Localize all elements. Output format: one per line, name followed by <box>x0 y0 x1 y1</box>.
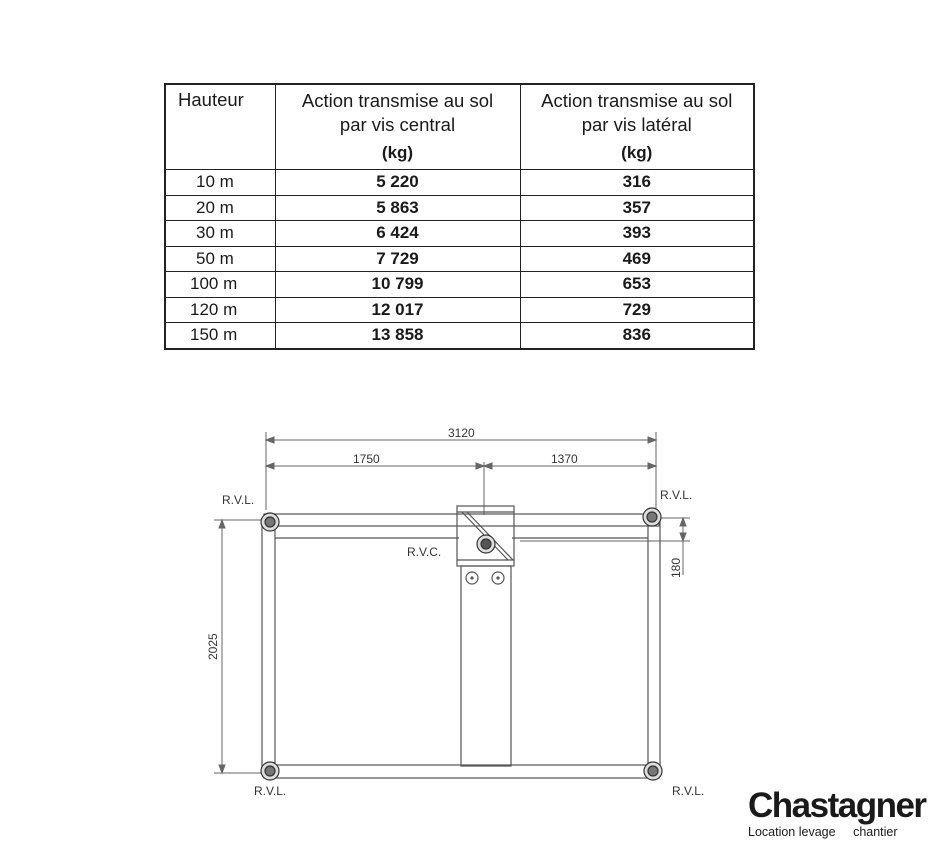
cell-lateral: 316 <box>520 170 754 196</box>
rvl-label-top-left: R.V.L. <box>222 493 255 507</box>
cell-central: 13 858 <box>275 323 520 349</box>
cell-lateral: 729 <box>520 297 754 323</box>
chastagner-logo <box>748 788 928 839</box>
header-lateral-line1: Action transmise au sol <box>541 90 733 111</box>
lateral-jack-icon <box>643 508 661 526</box>
cell-hauteur: 120 m <box>165 297 275 323</box>
cell-central: 12 017 <box>275 297 520 323</box>
logo-wordmark: Chastagner <box>748 786 926 825</box>
dim-left-label: 1750 <box>353 452 380 466</box>
dim-right-label: 1370 <box>551 452 578 466</box>
rvl-label-top-right: R.V.L. <box>660 488 693 502</box>
header-central-line2: par vis central <box>339 114 456 135</box>
rvc-label: R.V.C. <box>407 545 442 559</box>
cell-hauteur: 30 m <box>165 221 275 247</box>
lateral-jack-icon <box>261 513 279 531</box>
central-mast <box>461 566 511 766</box>
dim-total-label: 3120 <box>448 426 475 440</box>
cell-central: 5 863 <box>275 195 520 221</box>
cell-hauteur: 150 m <box>165 323 275 349</box>
rvl-label-bottom-right: R.V.L. <box>672 784 705 798</box>
cell-central: 7 729 <box>275 246 520 272</box>
lateral-jack-icon <box>644 762 662 780</box>
cell-central: 6 424 <box>275 221 520 247</box>
dim-offset-label: 180 <box>669 557 683 578</box>
lateral-jack-icon <box>261 762 279 780</box>
logo-tagline-right: chantier <box>853 825 898 839</box>
header-lateral-unit: (kg) <box>621 143 653 162</box>
cell-lateral: 393 <box>520 221 754 247</box>
logo-tagline <box>748 825 928 839</box>
cell-lateral: 469 <box>520 246 754 272</box>
cell-hauteur: 100 m <box>165 272 275 298</box>
logo-tagline-left: Location levage <box>748 825 836 839</box>
header-hauteur: Hauteur <box>165 84 275 170</box>
header-lateral-line2: par vis latéral <box>581 114 692 135</box>
header-central-line1: Action transmise au sol <box>301 90 494 111</box>
rvl-label-bottom-left: R.V.L. <box>254 784 287 798</box>
frame-beams <box>262 506 660 778</box>
header-central-unit: (kg) <box>381 143 414 162</box>
central-jack-icon <box>477 535 495 553</box>
cell-hauteur: 50 m <box>165 246 275 272</box>
cell-central: 10 799 <box>275 272 520 298</box>
cell-central: 5 220 <box>275 170 520 196</box>
cell-lateral: 357 <box>520 195 754 221</box>
cell-hauteur: 20 m <box>165 195 275 221</box>
cell-lateral: 653 <box>520 272 754 298</box>
cell-hauteur: 10 m <box>165 170 275 196</box>
cell-lateral: 836 <box>520 323 754 349</box>
dim-height-label: 2025 <box>206 633 220 660</box>
